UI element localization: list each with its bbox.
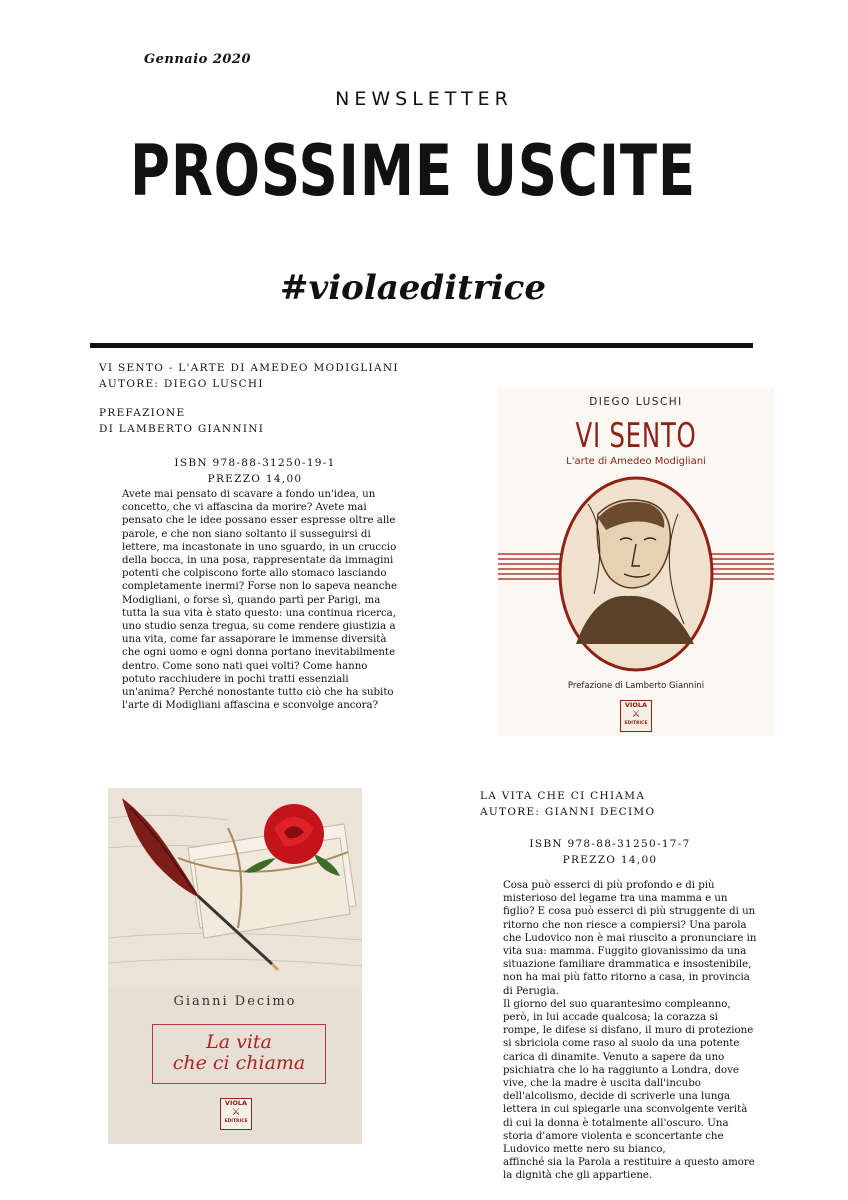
book1-preface-name: DI LAMBERTO GIANNINI [99, 423, 265, 435]
book2-description: Cosa può esserci di più profondo e di più misterioso del legame tra una mamma e un figlio? E cosa può esserci di più struggente di un ritorno che non riesce a compiersi? Una parola che Ludovico non è mai riuscito a pronunciare in vita sua: mamma. Fuggito giovanissimo da una situazione familiare drammatica e insostenibile, non ha mai più fatto ritorno a casa, in provincia di Perugia. Il giorno del suo quarantesimo compleanno, però, in lui accade qualcosa; la corazza si rompe, le difese si disfano, il muro di protezione si sbriciola come raso al suolo da una potente carica di dinamite. Venuto a sapere da uno psichiatra che lo ha raggiunto a Londra, dove vive, che la madre è uscita dall'incubo dell'alcolismo, decide di scriverle una lunga lettera in cui spiegarle una sconvolgente verità di cui la donna è totalmente all'oscuro. Una storia d'amore violenta e sconcertante che Ludovico mette nero su bianco, affinché sia la Parola a restituire a questo amore la dignità che gli appartiene. [503, 880, 757, 1182]
book1-description: Avete mai pensato di scavare a fondo un'idea, un concetto, che vi affascina da morire? Avete mai pensato che le idee possano esser espresse oltre alle parole, e che non siano soltanto il susseguirsi di lettere, ma incastonate in uno sguardo, in un cruccio della bocca, in una posa, rappresentate da immagini potenti che colpiscono forte allo stomaco lasciando completamente inermi? Forse non lo sapeva neanche Modigliani, o forse sì, quando partì per Parigi, ma tutta la sua vita è stato questo: una continua ricerca, uno studio senza tregua, su come rendere giustizia a una vita, come far assaporare le immense diversità che ogni uomo e ogni donna portano inevitabilmente dentro. Come sono nati quei volti? Come hanno potuto racchiudere in pochi tratti essenziali un'anima? Perché nonostante tutto ciò che ha subito l'arte di Modigliani affascina e sconvolge ancora? [122, 489, 397, 712]
book2-title: LA VITA CHE CI CHIAMA [480, 790, 646, 802]
book1-title: VI SENTO - L'ARTE DI AMEDEO MODIGLIANI [99, 362, 399, 374]
book2-cover-title-box [152, 1024, 326, 1084]
logo-mark-icon: ⚔ [231, 1107, 241, 1118]
book2-author: AUTORE: GIANNI DECIMO [480, 806, 656, 818]
book1-price: PREZZO 14,00 [207, 473, 303, 485]
book1-cover-title: VI SENTO [575, 416, 697, 456]
book2-isbn: ISBN 978-88-31250-17-7 [529, 838, 691, 850]
viola-editrice-logo: VIOLA ⚔ EDITRICE [620, 700, 652, 732]
book1-cover-subtitle: L'arte di Amedeo Modigliani [566, 456, 706, 467]
newsletter-kicker: NEWSLETTER [335, 88, 513, 110]
book2-cover-title: La vita che ci chiama [172, 1031, 306, 1074]
issue-date: Gennaio 2020 [144, 52, 252, 67]
book1-isbn: ISBN 978-88-31250-19-1 [174, 457, 336, 469]
book2-info [480, 788, 655, 820]
portrait-illustration [498, 474, 774, 674]
book2-pricing [515, 836, 705, 868]
book2-cover-author: Gianni Decimo [173, 994, 297, 1009]
book1-info [99, 360, 399, 392]
rose-quill-illustration [108, 788, 362, 988]
book1-author: AUTORE: DIEGO LUSCHI [99, 378, 264, 390]
book1-preface [99, 405, 264, 437]
viola-editrice-logo: VIOLA ⚔ EDITRICE [220, 1098, 252, 1130]
book1-preface-label: PREFAZIONE [99, 407, 186, 419]
book1-cover [498, 388, 774, 736]
book1-pricing [160, 455, 350, 487]
logo-mark-icon: ⚔ [631, 709, 641, 720]
hashtag: #violaeditrice [280, 268, 546, 308]
page-title: PROSSIME USCITE [130, 130, 696, 212]
book2-price: PREZZO 14,00 [562, 854, 658, 866]
book2-cover [108, 788, 362, 1144]
divider-rule [90, 343, 753, 348]
book1-cover-author: DIEGO LUSCHI [589, 396, 683, 408]
book1-cover-preface: Prefazione di Lamberto Giannini [567, 681, 705, 691]
